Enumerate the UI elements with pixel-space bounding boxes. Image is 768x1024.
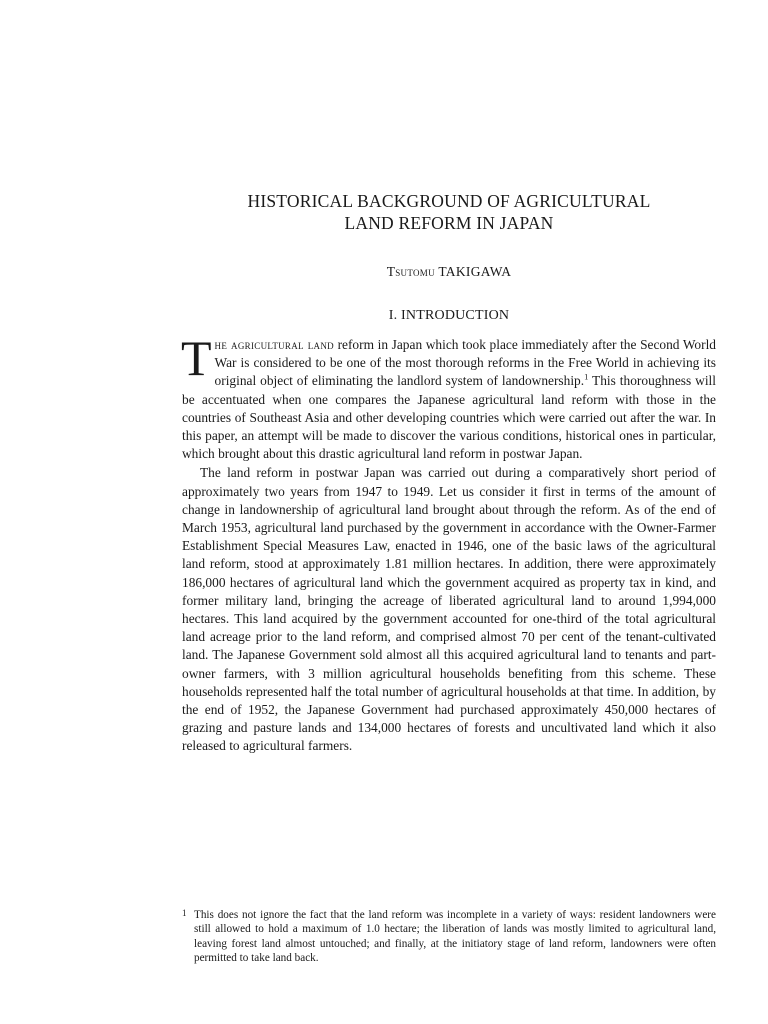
article [182,190,716,757]
author-byline [182,264,716,280]
paragraph-2: The land reform in postwar Japan was carried out during a comparatively short period of approximately two years from 1947 to 1949. Let us consider it first in terms of the amount of change in landownership of agricultural land brought about through the reform. As of the end of March 1953, agricultural land purchased by the government in accordance with the Owner-Farmer Establishment Special Measures Law, enacted in 1946, one of the basic laws of the agricultural land reform, stood at approximately 1.81 million hectares. In addition, there were approximately 186,000 hectares of agricultural land which the government acquired as property tax in kind, and former military land, bringing the acreage of liberated agricultural land to around 1,994,000 hectares. This land acquired by the government accounted for one-third of the total agricultural land acreage prior to the land reform, and comprised almost 70 per cent of the tenant-cultivated land. The Japanese Government sold almost all this acquired agricultural land to tenants and part-owner farmers, with 3 million agricultural households benefiting from this scheme. These households represented half the total number of agricultural households at that time. In addition, by the end of 1952, the Japanese Government had purchased approximately 450,000 hectares of grazing and pasture lands and 134,000 hectares of forests and uncultivated land which it also released to agricultural farmers. [182,465,716,754]
paragraph-1 [181,330,716,463]
article-title [182,190,716,234]
footnote-text: This does not ignore the fact that the land reform was incomplete in a variety of ways: resident landowners were still allowed to hold a maximum of 1.0 hectare; the liberation of lands was mostly limited to agricultural land, leaving forest land almost untouched; and finally, at the initiatory stage of land reform, landowners were often permitted to take land back. [194,909,716,965]
drop-cap: T [181,330,212,386]
lead-words: he agricultural land [214,337,334,352]
author-first-name: Tsutomu [386,264,435,279]
footnote-reference: 1 [584,371,589,382]
author-last-name: TAKIGAWA [438,264,512,279]
title-line-2: LAND REFORM IN JAPAN [344,213,554,233]
section-heading: I. INTRODUCTION [388,308,510,323]
article-body [181,330,716,756]
title-line-1: HISTORICAL BACKGROUND OF AGRICULTURAL [247,191,651,211]
paragraph-1-text-a: reform in Japan which took place immediately after the Second World War is considered to be one of the most thorough reforms in the Free World in achieving its original object of eliminating the landlord system of landownership. [214,337,716,389]
footnote-mark: 1 [182,908,187,918]
footnote [182,908,716,966]
paragraph-1-text-b: This thoroughness will be accentuated when one compares the Japanese agricultural land reform with those in the countries of Southeast Asia and other developing countries which were carried out after the war. In this paper, an attempt will be made to discover the various conditions, historical ones in particular, which brought about this drastic agricultural land reform in postwar Japan. [182,373,716,462]
